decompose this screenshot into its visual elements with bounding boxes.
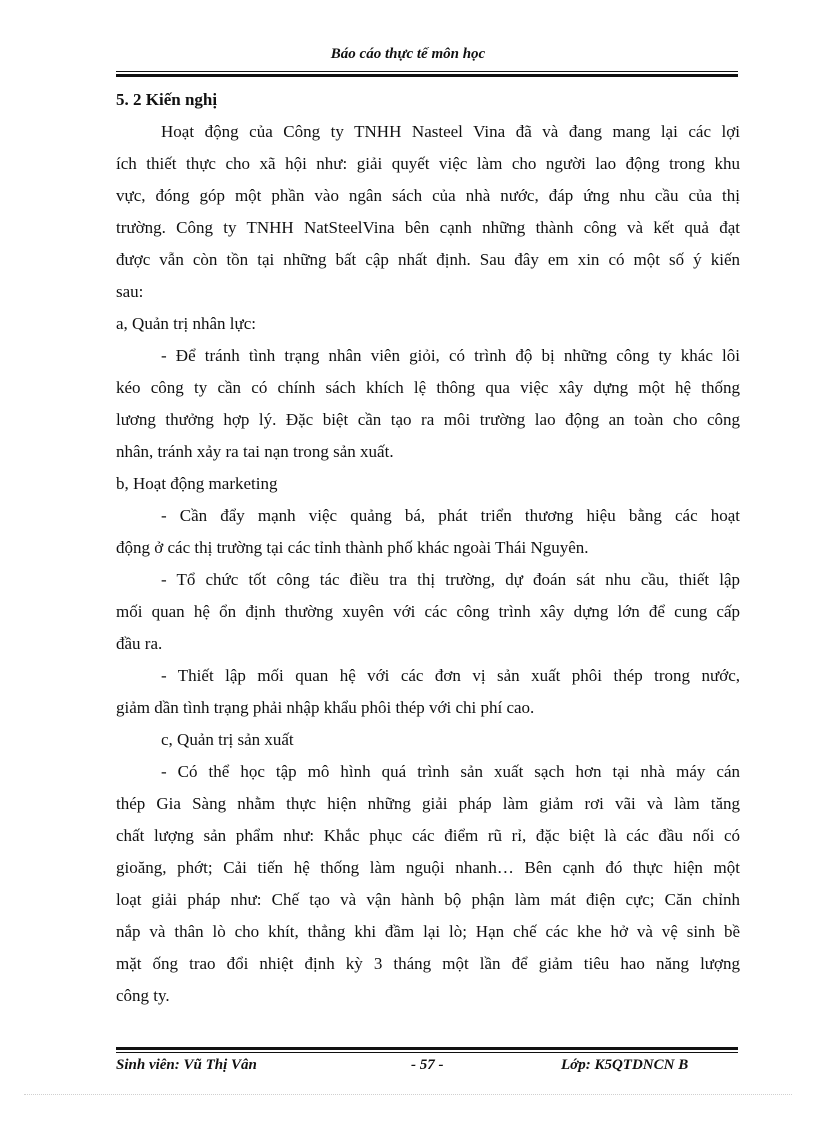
paragraph-line: giảm dần tình trạng phải nhập khẩu phôi thép với chi phí cao.	[116, 698, 535, 717]
paragraph-line: vực, đóng góp một phần vào ngân sách của nhà nước, đáp ứng nhu cầu của thị	[116, 186, 740, 205]
footer-class: Lớp: K5QTDNCN B	[561, 1057, 689, 1073]
subheading-production: c, Quản trị sản xuất	[161, 730, 294, 749]
paragraph-line: nhân, tránh xảy ra tai nạn trong sản xuất.	[116, 442, 394, 461]
paragraph-line: đầu ra.	[116, 634, 163, 653]
paragraph-line: mối quan hệ ổn định thường xuyên với các công trình xây dựng lớn để cung cấp	[116, 602, 740, 621]
subheading-hr: a, Quản trị nhân lực:	[116, 314, 256, 333]
section-heading: 5. 2 Kiến nghị	[116, 90, 218, 109]
header-rule-thin	[116, 71, 738, 72]
paragraph-line: - Tổ chức tốt công tác điều tra thị trường, dự đoán sát nhu cầu, thiết lập	[161, 570, 740, 589]
page-header-title: Báo cáo thực tế môn học	[330, 46, 486, 62]
page-footer	[116, 1057, 740, 1077]
paragraph-line: công ty.	[116, 986, 170, 1005]
paragraph-line: nắp và thân lò cho khít, thẳng khi đầm lại lò; Hạn chế các khe hở và vệ sinh bề	[116, 922, 740, 941]
paragraph-line: - Có thể học tập mô hình quá trình sản xuất sạch hơn tại nhà máy cán	[161, 762, 740, 781]
paragraph-line: Hoạt động của Công ty TNHH Nasteel Vina đã và đang mang lại các lợi	[161, 122, 740, 141]
paragraph-line: - Cần đẩy mạnh việc quảng bá, phát triển thương hiệu bằng các hoạt	[161, 506, 740, 525]
paragraph-line: lương thưởng hợp lý. Đặc biệt cần tạo ra môi trường lao động an toàn cho công	[116, 410, 740, 429]
subheading-marketing: b, Hoạt động marketing	[116, 474, 278, 493]
header-rule-thick	[116, 74, 738, 77]
paragraph-line: trường. Công ty TNHH NatSteelVina bên cạnh những thành công và kết quả đạt	[116, 218, 740, 237]
footer-page-number: - 57 -	[411, 1057, 444, 1073]
paragraph-line: chất lượng sản phẩm như: Khắc phục các điểm rũ rỉ, đặc biệt là các đầu nối có	[116, 826, 740, 845]
paragraph-line: loạt giải pháp như: Chế tạo và vận hành bộ phận làm mát điện cực; Căn chỉnh	[116, 890, 740, 909]
paragraph-line: - Thiết lập mối quan hệ với các đơn vị sản xuất phôi thép trong nước,	[161, 666, 740, 685]
paragraph-line: - Để tránh tình trạng nhân viên giỏi, có trình độ bị những công ty khác lôi	[161, 346, 740, 365]
paragraph-line: động ở các thị trường tại các tỉnh thành phố khác ngoài Thái Nguyên.	[116, 538, 589, 557]
footer-student-name: Sinh viên: Vũ Thị Vân	[116, 1057, 257, 1073]
footer-rule-thick	[116, 1047, 738, 1050]
paragraph-line: ích thiết thực cho xã hội như: giải quyết việc làm cho người lao động trong khu	[116, 154, 740, 173]
paragraph-line: sau:	[116, 282, 144, 301]
paragraph-line: thép Gia Sàng nhằm thực hiện những giải pháp làm giảm rơi vãi và làm tăng	[116, 794, 740, 813]
footer-rule-thin	[116, 1052, 738, 1053]
paragraph-line: được vẫn còn tồn tại những bất cập nhất định. Sau đây em xin có một số ý kiến	[116, 250, 740, 269]
paragraph-line: kéo công ty cần có chính sách khích lệ thông qua việc xây dựng một hệ thống	[116, 378, 740, 397]
page-bottom-dotted-border	[24, 1094, 792, 1095]
paragraph-line: gioăng, phớt; Cải tiến hệ thống làm nguội nhanh… Bên cạnh đó thực hiện một	[116, 858, 740, 877]
paragraph-line: mặt ống trao đổi nhiệt định kỳ 3 tháng một lần để giảm tiêu hao năng lượng	[116, 954, 740, 973]
